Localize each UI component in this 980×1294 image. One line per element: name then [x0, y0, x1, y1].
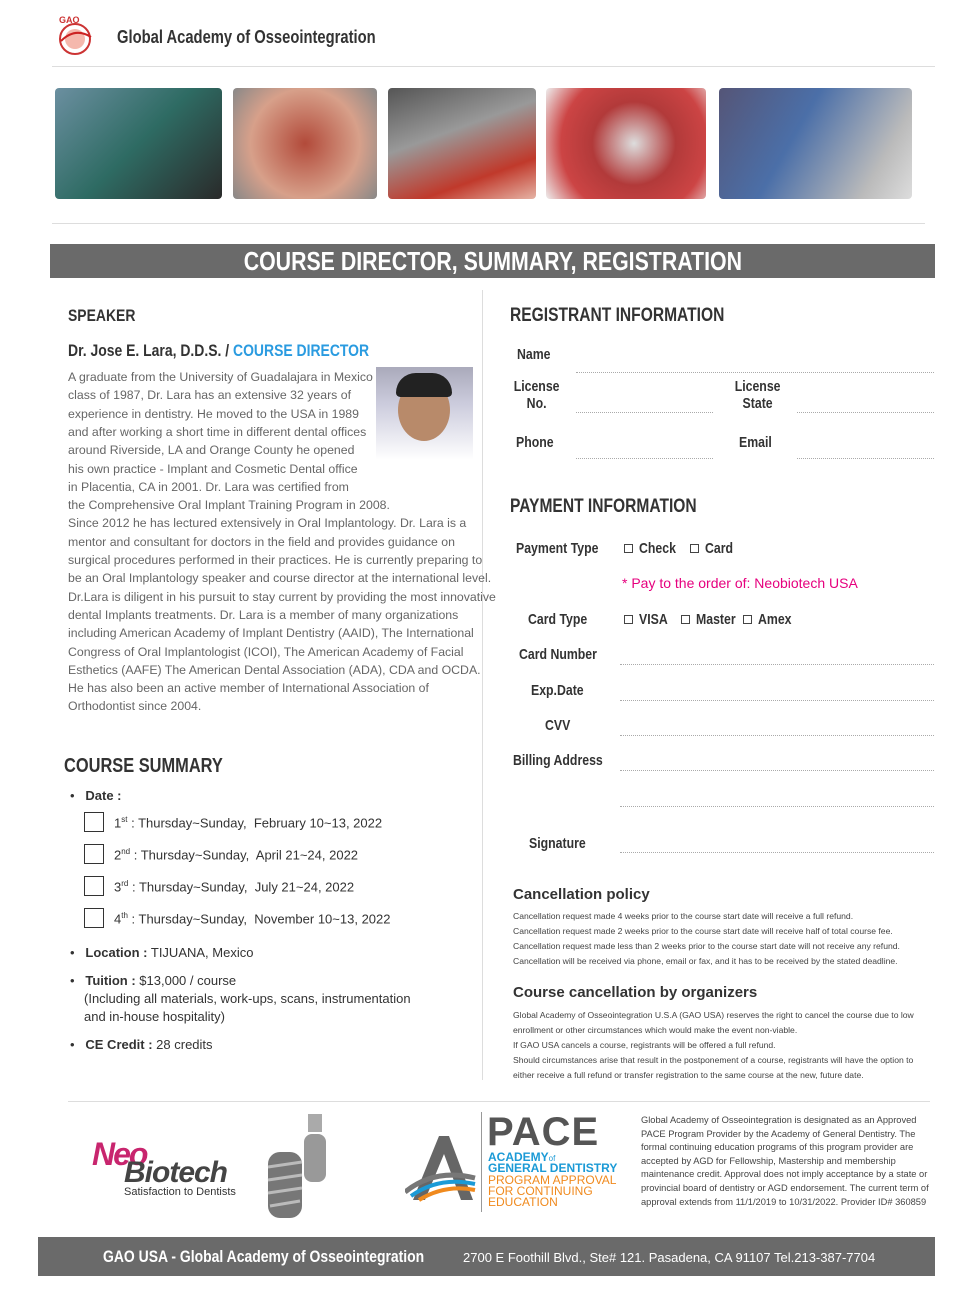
cancellation-line: Cancellation will be received via phone, email or fax, and it has to be received by the stated deadline. [513, 956, 898, 966]
registrant-heading: REGISTRANT INFORMATION [510, 305, 725, 326]
organizer-cancel-heading: Course cancellation by organizers [513, 984, 758, 1001]
pace-description-line: PACE Program Provider by the Academy of General Dentistry. The [641, 1128, 916, 1139]
tuition-note: (Including all materials, work-ups, scans, instrumentation [84, 991, 411, 1006]
pace-description-line: Global Academy of Osseointegration is designated as an Approved [641, 1115, 917, 1125]
license-state-label: License State [734, 378, 781, 412]
photo-surgical-site [233, 88, 377, 199]
bio-line: his own practice - Implant and Cosmetic Dental office [68, 461, 358, 476]
bio-line: experience in dentistry. He moved to the USA in 1989 [68, 406, 359, 421]
bio-line: around Riverside, LA and Orange County he opened [68, 443, 355, 458]
pace-description-line: maintenance credit. Approval does not imply acceptance by a state or [641, 1169, 928, 1180]
name-field[interactable] [576, 372, 934, 373]
speaker-heading: SPEAKER [68, 306, 136, 325]
bio-line: Congress of Oral Implantologist (ICOI), The American Academy of Facial [68, 644, 464, 659]
speaker-photo [376, 367, 473, 491]
photo-dentist [719, 88, 912, 199]
date-option: 2nd : Thursday~Sunday, April 21~24, 2022 [114, 847, 359, 863]
organizer-cancel-line: Should circumstances arise that result in the postponement of a course, registrants will have the option to [513, 1055, 914, 1065]
bio-line: and after working a short time in different dental offices [68, 424, 367, 439]
pace-description-line: formal continuing education programs of this program provider are [641, 1142, 914, 1153]
date-checkbox[interactable] [84, 812, 104, 832]
bio-line: surgical procedures performed in their practices. He is currently preparing to [68, 553, 483, 567]
pay-to-note: * Pay to the order of: Neobiotech USA [622, 575, 858, 591]
footer-org: GAO USA - Global Academy of Osseointegration [103, 1247, 425, 1266]
date-option: 1st : Thursday~Sunday, February 10~13, 2022 [114, 815, 383, 831]
bio-line: Dr.Lara is diligent in his pursuit to stay current by providing the most innovative [68, 589, 496, 604]
course-summary-heading: COURSE SUMMARY [64, 755, 223, 777]
photo-surgeons [55, 88, 222, 199]
ce-credit: • CE Credit : 28 credits [70, 1037, 213, 1052]
checkbox[interactable] [690, 544, 699, 553]
bio-line: be an Oral Implantology speaker and course director at the international level. [68, 571, 492, 586]
organizer-cancel-line: Global Academy of Osseointegration U.S.A (GAO USA) reserves the right to cancel the course due to low [513, 1010, 914, 1020]
date-checkbox[interactable] [84, 876, 104, 896]
cancellation-line: Cancellation request made less than 2 weeks prior to the course start date will not receive any refund. [513, 941, 900, 951]
bio-line: Since 2012 he has lectured extensively in Oral Implantology. Dr. Lara is a [68, 516, 467, 531]
phone-label: Phone [516, 434, 554, 451]
cancellation-line: Cancellation request made 4 weeks prior to the course start date will receive a full refund. [513, 911, 854, 921]
gao-logo [53, 17, 95, 57]
bio-line: mentor and consultant for doctors in the field and provides guidance on [68, 534, 455, 549]
pace-description-line: provincial board of dentistry or AGD endorsement. The current term of [641, 1183, 929, 1193]
cancellation-line: Cancellation request made 2 weeks prior to the course start date will receive half of total course fee. [513, 926, 893, 936]
date-checkbox[interactable] [84, 844, 104, 864]
phone-field[interactable] [576, 458, 713, 459]
pace-logo: PACE ACADEMYof GENERAL DENTISTRY PROGRAM APPROVAL FOR CONTINUING EDUCATION [405, 1112, 620, 1212]
bio-line: class of 1987, Dr. Lara has an extensive 32 years of [68, 388, 351, 403]
photo-bone-graft [546, 88, 706, 199]
signature-field[interactable] [620, 852, 934, 853]
exp-date-label: Exp.Date [531, 682, 584, 699]
card-number-field[interactable] [620, 664, 934, 665]
organizer-cancel-line: either receive a full refund or transfer registration to the same course at the new, future date. [513, 1070, 864, 1080]
checkbox[interactable] [681, 615, 690, 624]
license-no-label: License No. [513, 378, 560, 412]
bio-line: the Comprehensive Oral Implant Training Program in 2008. [68, 498, 390, 513]
cvv-label: CVV [545, 717, 571, 734]
pace-description-line: accepted by AGD for Fellowship, Mastership and membership [641, 1155, 896, 1166]
tuition-note: and in-house hospitality) [84, 1009, 225, 1024]
visa-option[interactable]: VISA [624, 611, 674, 628]
checkbox[interactable] [743, 615, 752, 624]
date-label: • Date : [70, 788, 122, 803]
cvv-field[interactable] [620, 735, 934, 736]
card-option[interactable]: Card [690, 540, 739, 557]
email-field[interactable] [797, 458, 934, 459]
speaker-name: Dr. Jose E. Lara, D.D.S. / [68, 341, 234, 360]
bio-line: A graduate from the University of Guadalajara in Mexico [68, 370, 373, 384]
bio-line: dental Implants treatments. Dr. Lara is a member of many organizations [68, 607, 459, 622]
organizer-cancel-line: enrollment or other circumstances which would make the event non-viable. [513, 1025, 798, 1035]
email-label: Email [739, 434, 772, 451]
photo-implant-drill [388, 88, 536, 199]
neobiotech-logo: Neo Biotech Satisfaction to Dentists [92, 1136, 236, 1198]
logo-text: GAO [59, 15, 80, 25]
name-label: Name [517, 346, 551, 363]
bio-line: Orthodontist since 2004. [68, 699, 202, 714]
implant-image [262, 1112, 340, 1222]
organizer-cancel-line: If GAO USA cancels a course, registrants will be offered a full refund. [513, 1040, 776, 1050]
footer-address: 2700 E Foothill Blvd., Ste# 121. Pasadena, CA 91107 Tel.213-387-7704 [463, 1250, 876, 1265]
exp-date-field[interactable] [620, 700, 934, 701]
payment-type-label: Payment Type [516, 540, 599, 557]
tuition: • Tuition : $13,000 / course [70, 973, 237, 988]
payment-heading: PAYMENT INFORMATION [510, 496, 697, 517]
master-option[interactable]: Master [681, 611, 744, 628]
pace-description-line: approval extends from 11/1/2019 to 10/31/2022. Provider ID# 360859 [641, 1196, 927, 1207]
date-option: 4th : Thursday~Sunday, November 10~13, 2022 [114, 911, 391, 927]
bio-line: He has also been an active member of International Association of [68, 681, 429, 696]
location: • Location : TIJUANA, Mexico [70, 945, 254, 960]
check-option[interactable]: Check [624, 540, 684, 557]
bio-line: in Placentia, CA in 2001. Dr. Lara was certified from [68, 479, 349, 494]
speaker-role: COURSE DIRECTOR [233, 341, 370, 360]
checkbox[interactable] [624, 615, 633, 624]
amex-option[interactable]: Amex [743, 611, 799, 628]
section-banner: COURSE DIRECTOR, SUMMARY, REGISTRATION [50, 244, 935, 278]
signature-label: Signature [529, 835, 586, 852]
bio-line: including American Academy of Implant Dentistry (AAID), The International [68, 626, 474, 641]
billing-address-field-2[interactable] [620, 806, 934, 807]
card-number-label: Card Number [519, 646, 597, 663]
bio-line: Esthetics (AAFE) The American Dental Association (ADA), CDA and OCDA. [68, 662, 481, 677]
date-option: 3rd : Thursday~Sunday, July 21~24, 2022 [114, 879, 355, 895]
date-checkbox[interactable] [84, 908, 104, 928]
cancellation-heading: Cancellation policy [513, 886, 650, 903]
card-type-label: Card Type [528, 611, 588, 628]
license-no-field[interactable] [576, 412, 713, 413]
checkbox[interactable] [624, 544, 633, 553]
billing-address-field[interactable] [620, 770, 934, 771]
license-state-field[interactable] [797, 412, 934, 413]
site-title: Global Academy of Osseointegration [117, 27, 376, 47]
footer-band [38, 1237, 935, 1276]
billing-address-label: Billing Address [513, 752, 603, 769]
